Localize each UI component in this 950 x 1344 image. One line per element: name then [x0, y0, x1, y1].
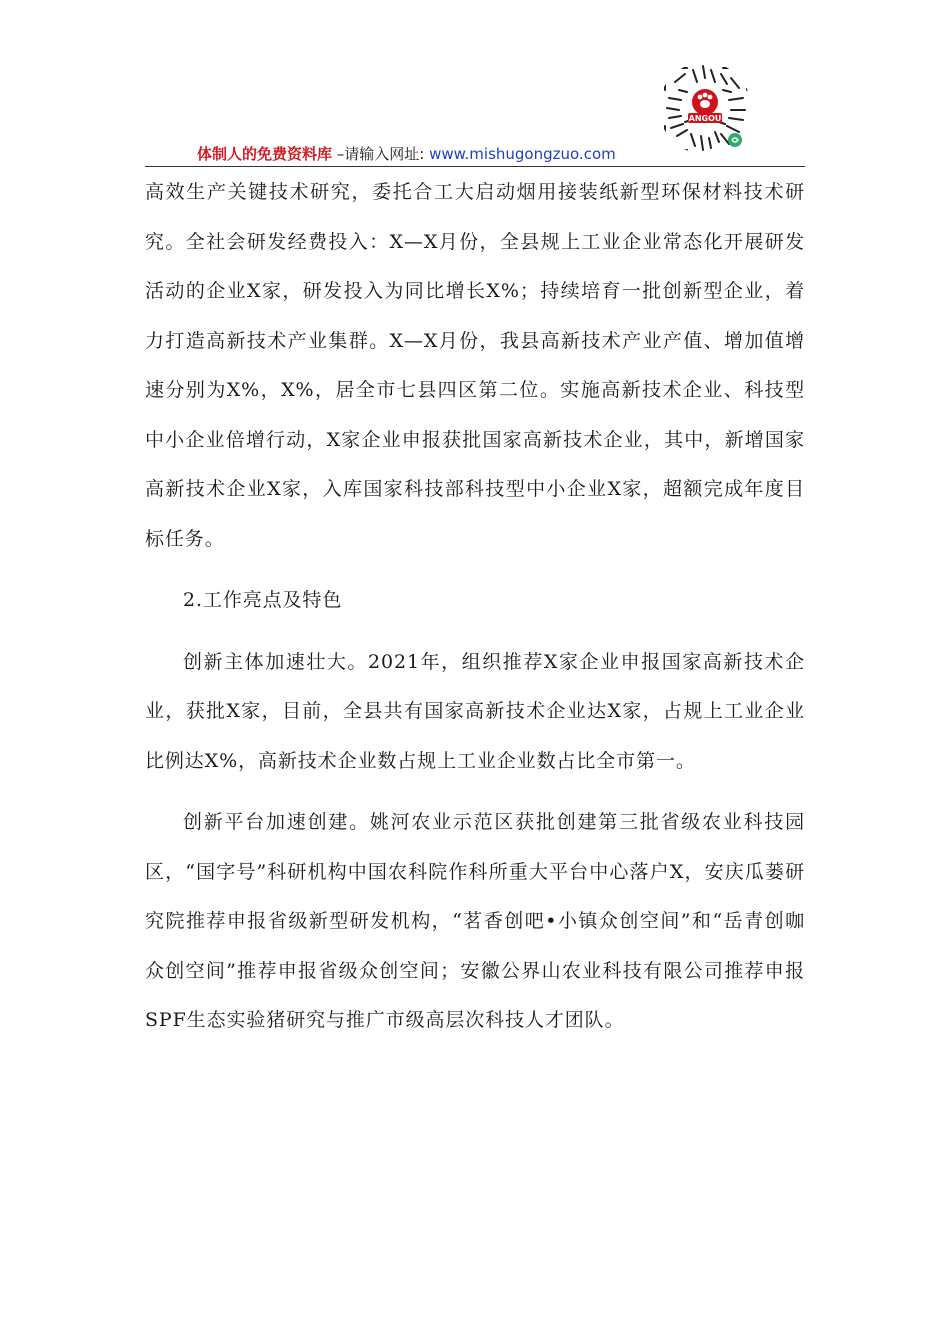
qr-label: ANGOU: [688, 114, 722, 123]
header-banner: [197, 144, 616, 164]
section-heading: 2.工作亮点及特色: [183, 589, 343, 611]
paragraph-innovation-platforms: 创新平台加速创建。姚河农业示范区获批创建第三批省级农业科技园区，“国字号”科研机构中国农科院作科所重大平台中心落户X，安庆瓜蒌研究院推荐申报省级新型研发机构，“茗香创吧•小镇众创空间”和“岳青创咖众创空间”推荐申报省级众创空间；安徽公界山农业科技有限公司推荐申报SPF生态实验猪研究与推广市级高层次科技人才团队。: [145, 811, 805, 1031]
header-url-link[interactable]: www.mishugongzuo.com: [429, 145, 616, 163]
header-divider: [145, 166, 805, 167]
document-body: [145, 168, 805, 1046]
header-brand: 体制人的免费资料库: [197, 145, 333, 163]
paragraph-continued: 高效生产关键技术研究，委托合工大启动烟用接装纸新型环保材料技术研究。全社会研发经费投入：X—X月份，全县规上工业企业常态化开展研发活动的企业X家，研发投入为同比增长X%；持续培育一批创新型企业，着力打造高新技术产业集群。X—X月份，我县高新技术产业产值、增加值增速分别为X%，X%，居全市七县四区第二位。实施高新技术企业、科技型中小企业倍增行动，X家企业申报获批国家高新技术企业，其中，新增国家高新技术企业X家，入库国家科技部科技型中小企业X家，超额完成年度目标任务。: [145, 181, 805, 550]
header-prompt: –请输入网址:: [332, 145, 430, 163]
qr-code-icon[interactable]: [657, 60, 753, 156]
paragraph-innovation-entities: 创新主体加速壮大。2021年，组织推荐X家企业申报国家高新技术企业，获批X家，目前，全县共有国家高新技术企业达X家，占规上工业企业比例达X%，高新技术企业数占规上工业企业数占比全市第一。: [145, 650, 805, 772]
page-header: [145, 60, 805, 168]
